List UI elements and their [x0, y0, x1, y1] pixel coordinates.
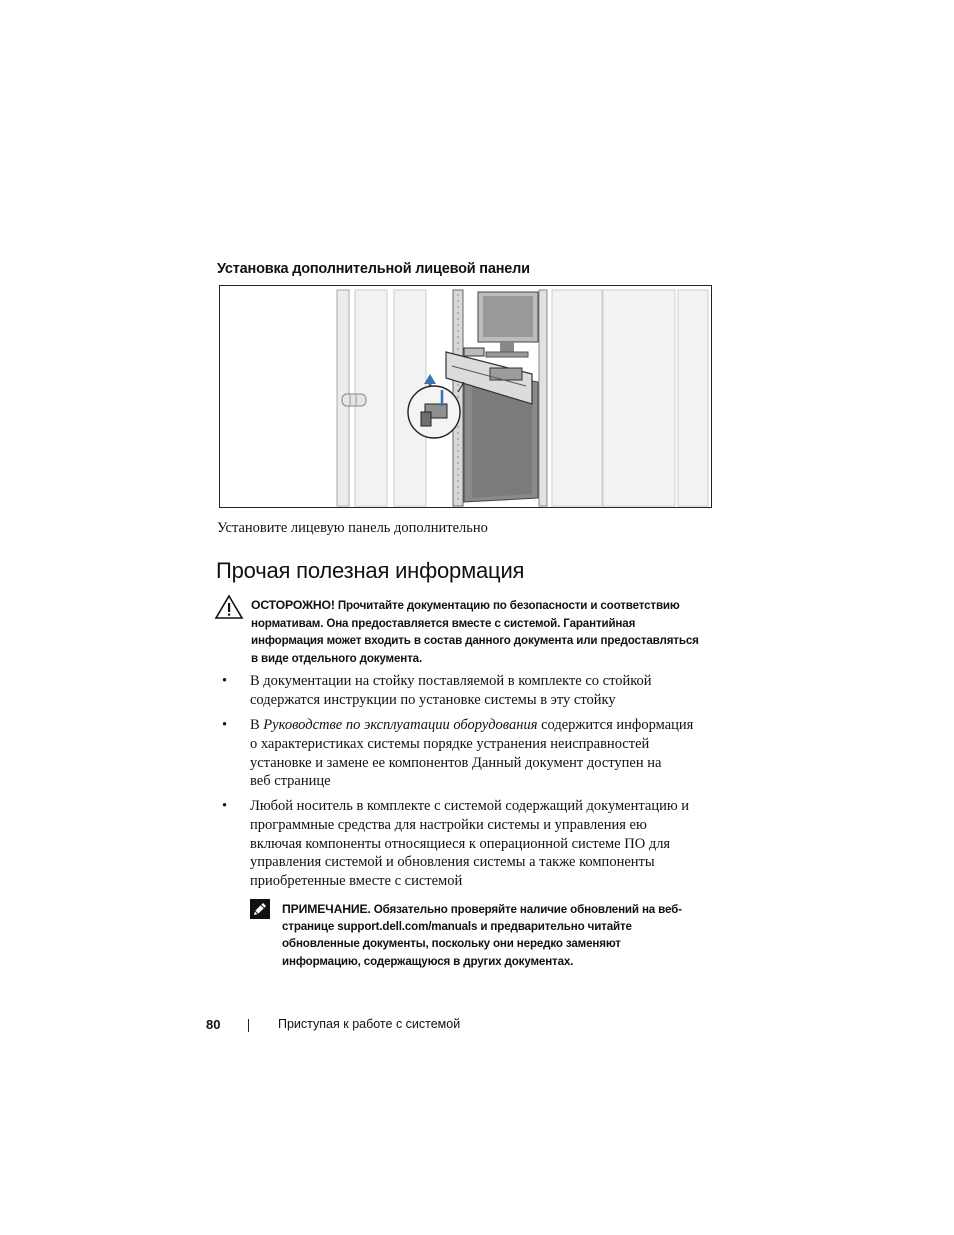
page-number: 80 — [206, 1017, 221, 1032]
caution-line: Прочитайте документацию по безопасности и соответствию — [334, 599, 680, 612]
note-text — [282, 901, 722, 970]
page-title: Прочая полезная информация — [216, 558, 525, 583]
note-pencil-icon — [249, 898, 271, 920]
list-item-line: Любой носитель в комплекте с системой содержащий документацию и — [250, 798, 690, 814]
caution-line: нормативам. Она предоставляется вместе с системой. Гарантийная — [251, 616, 636, 630]
footer-chapter-title: Приступая к работе с системой — [278, 1017, 461, 1031]
caution-line: информация может входить в состав данного документа или предоставляться — [251, 634, 699, 647]
list-item-line: веб странице — [250, 773, 331, 790]
note-line: и предварительно читайте — [477, 920, 632, 934]
list-item-line: управления системой и обновления системы а также компоненты — [250, 854, 655, 871]
section-heading: Установка дополнительной лицевой панели — [217, 261, 530, 277]
list-item-line: содержатся инструкции по установке системы в эту стойку — [250, 691, 616, 708]
manual-title: Руководстве по эксплуатации оборудования — [263, 717, 538, 733]
list-item-line: о характеристиках системы порядке устранения неисправностей — [250, 735, 650, 752]
bezel-installation-illustration — [219, 285, 712, 508]
list-item-text: В — [250, 717, 264, 733]
note-line: обновленные документы, поскольку они нередко заменяют — [282, 937, 621, 951]
list-item-line: приобретенные вместе с системой — [250, 873, 463, 890]
caution-text — [251, 597, 719, 667]
warning-triangle-icon — [214, 594, 244, 620]
list-item-line: установке и замене ее компонентов Данный документ доступен на — [250, 754, 662, 771]
caution-line: в виде отдельного документа. — [251, 651, 423, 665]
key-lock-icon — [408, 386, 460, 438]
list-item-line — [250, 716, 720, 735]
bullet-marker: • — [222, 798, 228, 814]
monitor-icon — [478, 292, 538, 357]
list-item-line: В документации на стойку поставляемой в комплекте со стойкой — [250, 673, 652, 689]
list-item-line: включая компоненты относящиеся к операционной системе ПО для — [250, 835, 671, 852]
note-label: ПРИМЕЧАНИЕ. — [282, 902, 371, 916]
list-item-text: содержится информация — [537, 717, 694, 733]
note-line: странице — [282, 920, 338, 934]
bullet-marker: • — [222, 717, 228, 733]
bullet-marker: • — [222, 673, 228, 689]
figure-caption: Установите лицевую панель дополнительно — [217, 520, 488, 536]
caution-label: ОСТОРОЖНО! — [251, 598, 335, 612]
support-url-link[interactable]: support.dell.com/manuals — [337, 920, 478, 934]
list-item-line: программные средства для настройки системы и управления ею — [250, 816, 647, 833]
note-line: Обязательно проверяйте наличие обновлений на веб- — [370, 903, 682, 916]
note-line: информацию, содержащуюся в других документах. — [282, 954, 574, 968]
rack-bezel-drawing — [220, 286, 711, 507]
door-handle-icon — [342, 394, 366, 406]
footer-divider — [248, 1019, 249, 1032]
